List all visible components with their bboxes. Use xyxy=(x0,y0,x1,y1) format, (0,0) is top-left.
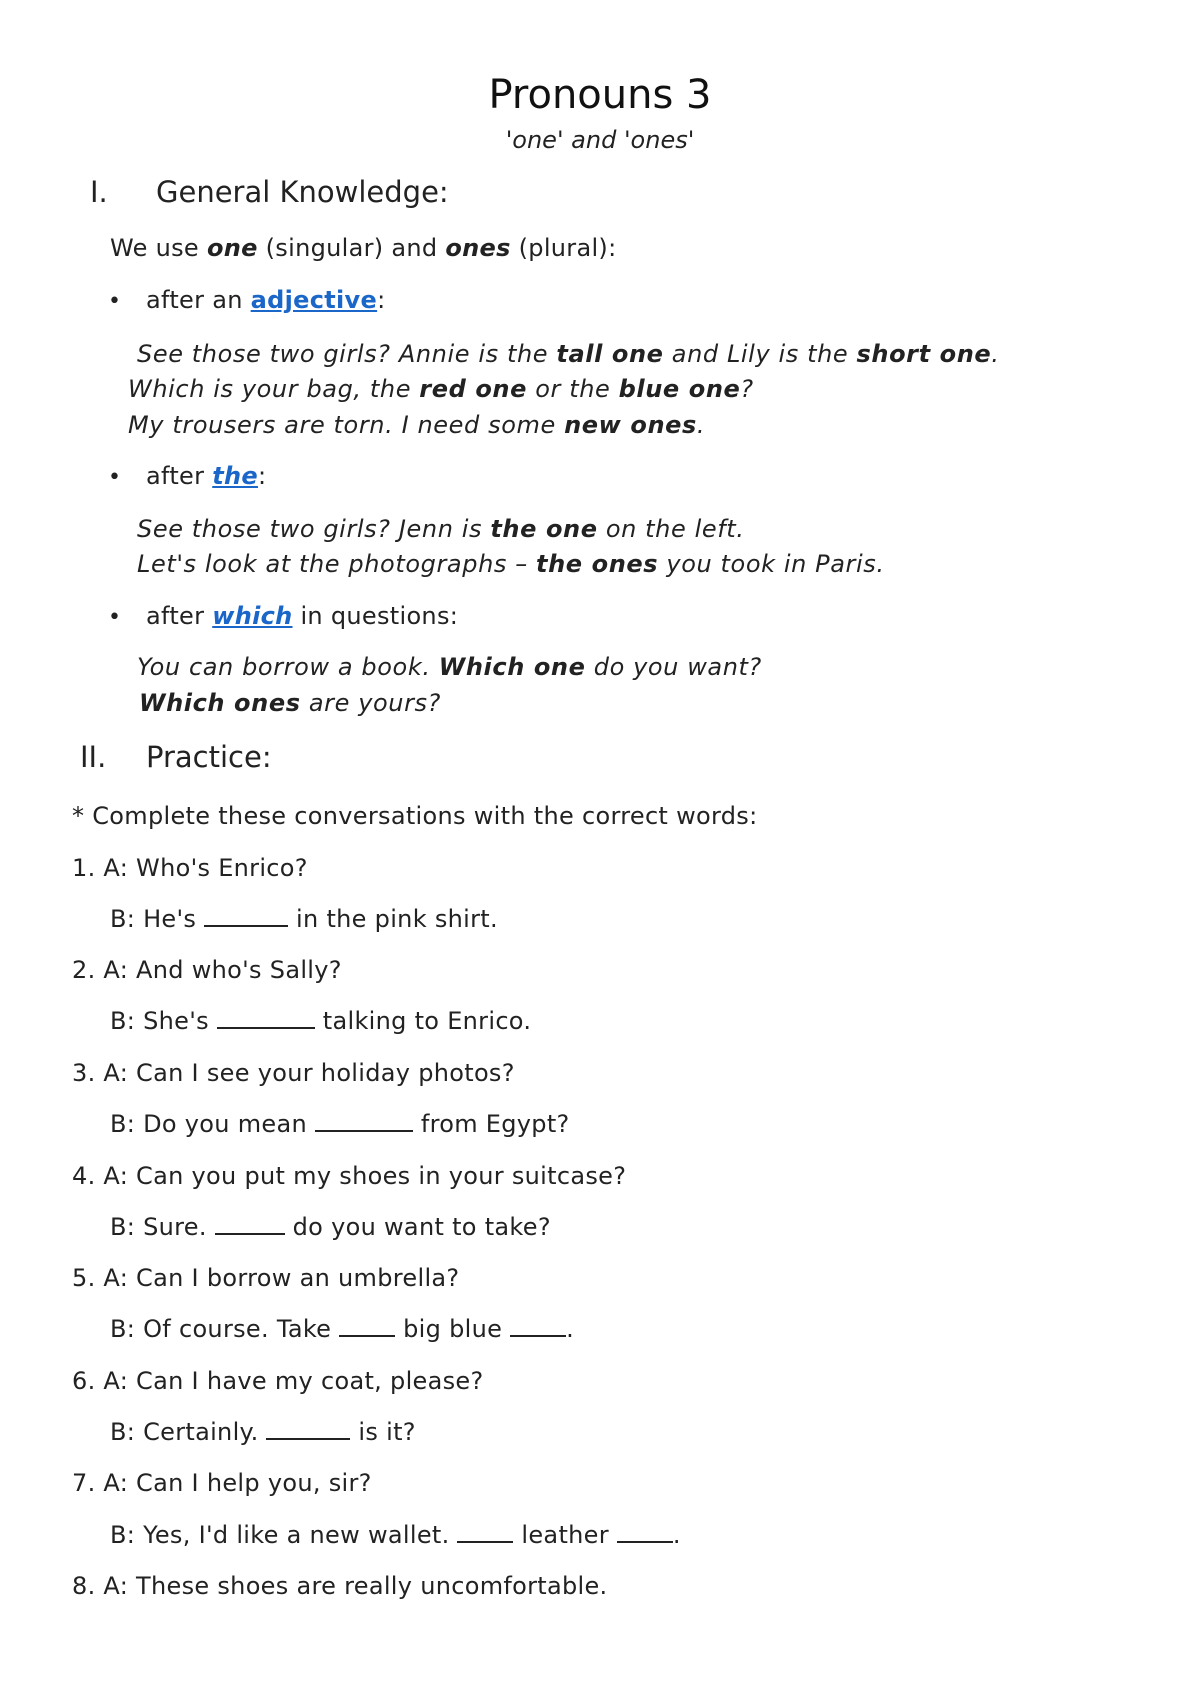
practice-question: 2. A: And who's Sally? xyxy=(72,956,342,984)
practice-answer: B: Yes, I'd like a new wallet. leather . xyxy=(110,1521,681,1549)
example-sentence: Which is your bag, the red one or the blue one? xyxy=(128,375,754,403)
section-title: Practice: xyxy=(146,740,272,774)
example-sentence: Let's look at the photographs – the ones you took in Paris. xyxy=(137,550,885,578)
link-which[interactable]: which xyxy=(212,602,293,630)
practice-question: 4. A: Can you put my shoes in your suitcase? xyxy=(72,1162,627,1190)
answer-blank[interactable] xyxy=(617,1521,673,1543)
answer-blank[interactable] xyxy=(217,1007,315,1029)
section-heading-practice xyxy=(80,740,272,774)
practice-instruction: * Complete these conversations with the correct words: xyxy=(72,802,758,830)
answer-blank[interactable] xyxy=(510,1315,566,1337)
keyword-one: one xyxy=(206,234,258,262)
bullet-text: after xyxy=(146,462,213,490)
bullet-text: after an xyxy=(146,286,251,314)
section-number: II. xyxy=(80,740,107,774)
bullet-text: after xyxy=(146,602,213,630)
section-number: I. xyxy=(90,175,108,209)
example-sentence: Which ones are yours? xyxy=(139,689,441,717)
practice-answer: B: Sure. do you want to take? xyxy=(110,1213,551,1241)
example-sentence: See those two girls? Annie is the tall one and Lily is the short one. xyxy=(137,340,1000,368)
link-adjective[interactable]: adjective xyxy=(250,286,378,314)
keyword-ones: ones xyxy=(445,234,511,262)
bullet-text: in questions: xyxy=(292,602,459,630)
bullet-icon: • xyxy=(108,465,122,490)
practice-answer: B: He's in the pink shirt. xyxy=(110,905,498,933)
section-heading-general-knowledge xyxy=(90,175,449,209)
answer-blank[interactable] xyxy=(204,905,288,927)
example-sentence: You can borrow a book. Which one do you want? xyxy=(137,653,762,681)
answer-blank[interactable] xyxy=(266,1418,350,1440)
practice-question: 8. A: These shoes are really uncomfortable. xyxy=(72,1572,608,1600)
bullet-text: : xyxy=(257,462,267,490)
bullet-text: : xyxy=(377,286,386,314)
example-sentence: See those two girls? Jenn is the one on the left. xyxy=(137,515,745,543)
bullet-which xyxy=(108,602,458,630)
bullet-icon: • xyxy=(108,605,122,630)
answer-blank[interactable] xyxy=(215,1213,285,1235)
answer-blank[interactable] xyxy=(457,1521,513,1543)
link-the[interactable]: the xyxy=(212,462,258,490)
practice-question: 6. A: Can I have my coat, please? xyxy=(72,1367,484,1395)
practice-question: 1. A: Who's Enrico? xyxy=(72,854,308,882)
intro-text: (singular) and xyxy=(257,234,446,262)
bullet-adjective xyxy=(108,286,385,314)
practice-answer: B: Certainly. is it? xyxy=(110,1418,416,1446)
practice-answer: B: She's talking to Enrico. xyxy=(110,1007,532,1035)
practice-question: 3. A: Can I see your holiday photos? xyxy=(72,1059,515,1087)
bullet-icon: • xyxy=(108,289,122,314)
practice-question: 7. A: Can I help you, sir? xyxy=(72,1469,372,1497)
answer-blank[interactable] xyxy=(339,1315,395,1337)
section-title: General Knowledge: xyxy=(156,175,449,209)
page-title: Pronouns 3 xyxy=(488,72,712,118)
page-subtitle: 'one' and 'ones' xyxy=(505,126,695,154)
bullet-the xyxy=(108,462,266,490)
intro-sentence xyxy=(110,234,616,262)
intro-text: (plural): xyxy=(510,234,617,262)
intro-text: We use xyxy=(110,234,207,262)
practice-answer: B: Do you mean from Egypt? xyxy=(110,1110,570,1138)
practice-question: 5. A: Can I borrow an umbrella? xyxy=(72,1264,460,1292)
practice-answer: B: Of course. Take big blue . xyxy=(110,1315,575,1343)
example-sentence: My trousers are torn. I need some new ones. xyxy=(128,411,706,439)
answer-blank[interactable] xyxy=(315,1110,413,1132)
